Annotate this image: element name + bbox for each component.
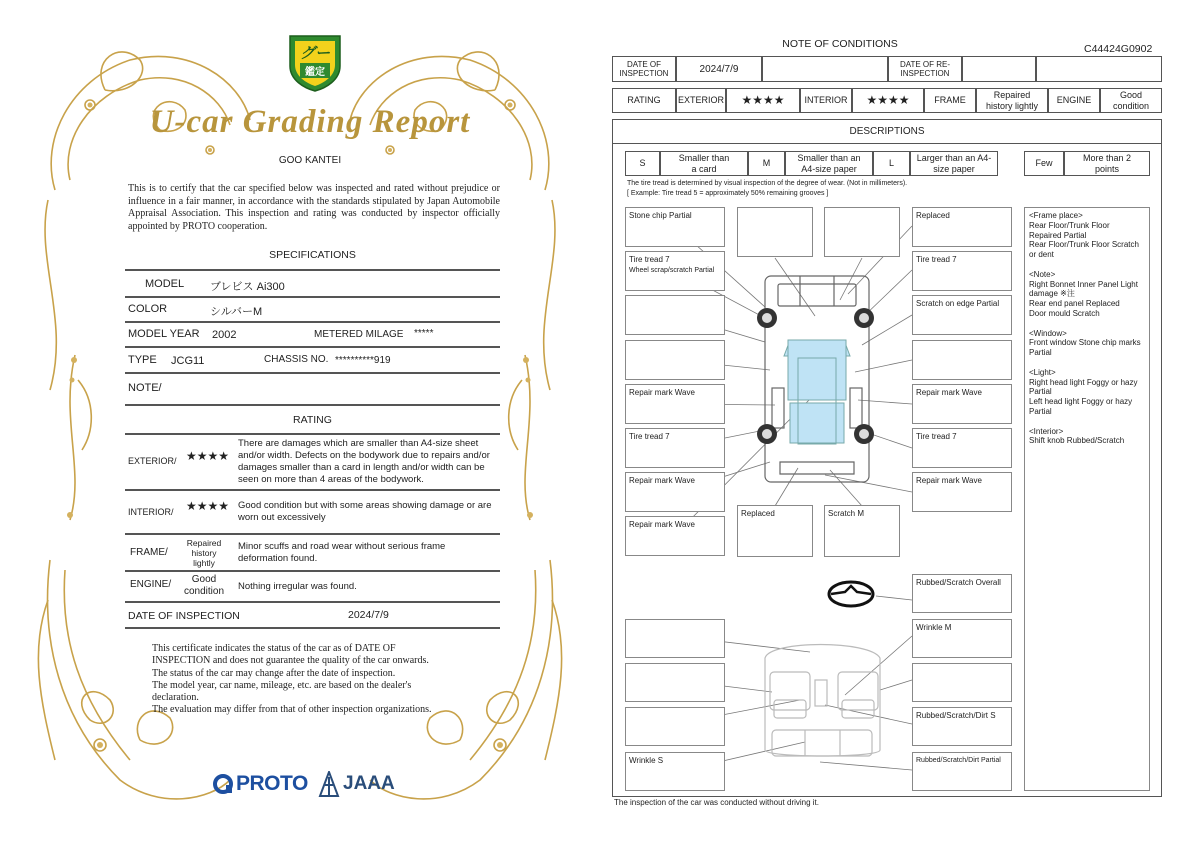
- note-line: <Window>: [1029, 328, 1067, 338]
- note-line: Front window Stone chip marks Partial: [1029, 338, 1141, 358]
- note-line: [1029, 417, 1145, 427]
- note-line: <Light>: [1029, 367, 1056, 377]
- exterior-label: EXTERIOR: [676, 88, 726, 113]
- model-value: ブレビス Ai300: [210, 281, 285, 293]
- steering-wheel-icon: [829, 582, 873, 606]
- frame-label: FRAME: [924, 88, 976, 113]
- exterior-description: There are damages which are smaller than A4-size sheet and/or width. Defects on the bodywork due to repairs and/or damages smaller than a card in length and/or width can be seen on more than 4 areas of the bodywork.: [238, 438, 490, 485]
- box-label: Repair mark Wave: [629, 388, 695, 397]
- top-box-2: [824, 207, 900, 257]
- goo-kantei-badge: [286, 30, 344, 92]
- footer-line: declaration.: [152, 692, 199, 704]
- note-line: Rear Floor/Trunk Floor Scratch or dent: [1029, 240, 1139, 260]
- box-label: Tire tread 7: [629, 432, 670, 441]
- legend-s: S: [625, 151, 660, 176]
- specs-heading: SPECIFICATIONS: [269, 249, 356, 261]
- legend-m: M: [748, 151, 785, 176]
- exterior-label: EXTERIOR/: [128, 456, 177, 466]
- box-label: Scratch on edge Partial: [916, 299, 1000, 308]
- frame-label: FRAME/: [130, 547, 168, 558]
- date-of-inspection-label: DATE OF INSPECTION: [612, 56, 676, 82]
- engine-label: ENGINE/: [130, 579, 172, 590]
- certificate-title: U-car Grading Report: [149, 104, 471, 140]
- box-label: Scratch M: [828, 509, 865, 518]
- rating-heading: RATING: [293, 414, 332, 426]
- note-line: Right Bonnet Inner Panel Light damage ※注: [1029, 279, 1138, 299]
- footer-line: INSPECTION and does not guarantee the quality of the car onwards.: [152, 655, 429, 667]
- inspection-date-label: DATE OF INSPECTION: [128, 610, 240, 622]
- legend-m-desc: Smaller than an A4-size paper: [785, 151, 873, 176]
- color-label: COLOR: [128, 303, 168, 315]
- certificate-subtitle: GOO KANTEI: [278, 155, 342, 166]
- interior-description: Good condition but with some areas showing damage or are worn out excessively: [238, 500, 492, 523]
- interior-right-box-1: [912, 574, 1012, 613]
- left-box-3: [625, 295, 725, 335]
- legend-s-desc: Smaller than a card: [660, 151, 748, 176]
- left-box-7: [625, 472, 725, 512]
- left-box-8: [625, 516, 725, 556]
- right-box-4: [912, 340, 1012, 380]
- engine-value: Good condition: [183, 574, 225, 597]
- box-label: Replaced: [741, 509, 775, 518]
- notes-panel: [1024, 207, 1150, 791]
- note-line: <Note>: [1029, 269, 1056, 279]
- box-label: Repair mark Wave: [916, 476, 982, 485]
- frame-value: Repaired history lightly: [186, 538, 222, 568]
- interior-stars: ★★★★: [852, 88, 924, 113]
- note-line: Left head light Foggy or hazy Partial: [1029, 397, 1133, 416]
- box-label: Rubbed/Scratch/Dirt Partial: [916, 757, 1001, 764]
- note-footer: The inspection of the car was conducted without driving it.: [614, 798, 819, 807]
- box-label: Replaced: [916, 211, 950, 220]
- interior-right-box-4: [912, 707, 1012, 746]
- engine-label: ENGINE: [1048, 88, 1100, 113]
- chassis-label: CHASSIS NO.: [264, 354, 329, 365]
- reinspection-value-2: [1036, 56, 1162, 82]
- proto-logo: [212, 770, 308, 798]
- model-label: MODEL: [145, 278, 185, 290]
- model-year-label: MODEL YEAR: [128, 328, 200, 340]
- left-box-4: [625, 340, 725, 380]
- type-value: JCG11: [171, 355, 205, 367]
- certificate-intro: This is to certify that the car specified below was inspected and rated without prejudice or influence in a fair manner, in accordance with the standards stipulated by Japan Automobile Appraisal Association. This inspection and rating was conducted by inspector officially appointed by PROTO cooperation.: [128, 183, 500, 232]
- jaaa-logo: [318, 770, 395, 798]
- chassis-value: **********919: [335, 355, 391, 366]
- box-label: Tire tread 7: [629, 255, 670, 264]
- mileage-label: METERED MILAGE: [314, 329, 404, 340]
- proto-mark-icon: [212, 773, 234, 795]
- left-box-2: [625, 251, 725, 291]
- tire-note-2: [ Example: Tire tread 5 = approximately 50% remaining grooves ]: [627, 190, 829, 197]
- footer-line: The evaluation may differ from that of other inspection organizations.: [152, 704, 432, 716]
- mileage-value: *****: [414, 328, 434, 339]
- engine-description: Nothing irregular was found.: [238, 581, 357, 592]
- box-label: Tire tread 7: [916, 255, 957, 264]
- badge-bottom-text: 鑑定: [300, 63, 330, 78]
- left-box-6: [625, 428, 725, 468]
- color-value: シルバーM: [210, 306, 263, 318]
- box-label: Stone chip Partial: [629, 211, 692, 220]
- interior-left-box-3: [625, 707, 725, 746]
- frame-description: Minor scuffs and road wear without serious frame deformation found.: [238, 541, 446, 564]
- box-label: Repair mark Wave: [629, 476, 695, 485]
- exterior-stars: ★★★★: [726, 88, 800, 113]
- right-box-7: [912, 472, 1012, 512]
- bottom-box-1: [737, 505, 813, 557]
- right-box-3: [912, 295, 1012, 335]
- model-year-value: 2002: [212, 329, 237, 341]
- jaaa-mark-icon: [318, 771, 340, 797]
- box-label: Wheel scrap/scratch Partial: [629, 267, 715, 274]
- bottom-box-2: [824, 505, 900, 557]
- legend-few: Few: [1024, 151, 1064, 176]
- box-label: Wrinkle S: [629, 756, 664, 765]
- frame-value: Repaired history lightly: [976, 88, 1048, 113]
- legend-few-desc: More than 2 points: [1064, 151, 1150, 176]
- descriptions-heading: DESCRIPTIONS: [849, 126, 925, 137]
- box-label: Wrinkle M: [916, 623, 952, 632]
- exterior-stars: ★★★★: [186, 449, 230, 463]
- tire-note-1: The tire tread is determined by visual inspection of the degree of wear. (Not in millimeters).: [627, 180, 908, 187]
- interior-right-box-3: [912, 663, 1012, 702]
- interior-label: INTERIOR: [800, 88, 852, 113]
- box-label: Repair mark Wave: [629, 520, 695, 529]
- left-box-5: [625, 384, 725, 424]
- interior-left-box-4: [625, 752, 725, 791]
- note-line: Door mould Scratch: [1029, 308, 1100, 318]
- type-label: TYPE: [128, 354, 157, 366]
- right-box-6: [912, 428, 1012, 468]
- note-title: NOTE OF CONDITIONS: [782, 38, 898, 50]
- legend-l-desc: Larger than an A4-size paper: [910, 151, 998, 176]
- proto-logo-text: PROTO: [236, 772, 308, 795]
- note-line: [1029, 319, 1145, 329]
- report-id: C44424G0902: [1084, 43, 1153, 55]
- legend-l: L: [873, 151, 910, 176]
- note-of-conditions: [600, 0, 1200, 848]
- note-line: Repaired Partial: [1029, 230, 1087, 240]
- note-line: Shift knob Rubbed/Scratch: [1029, 436, 1125, 446]
- certificate-footer-text: [152, 643, 482, 717]
- note-line: Rear Floor/Trunk Floor: [1029, 220, 1110, 230]
- badge-top-text: グー: [299, 45, 330, 62]
- date-of-inspection-value: 2024/7/9: [676, 56, 762, 82]
- box-label: Tire tread 7: [916, 432, 957, 441]
- left-box-1: [625, 207, 725, 247]
- right-box-5: [912, 384, 1012, 424]
- date-of-reinspection-label: DATE OF RE-INSPECTION: [888, 56, 962, 82]
- interior-left-box-1: [625, 619, 725, 658]
- box-label: Rubbed/Scratch/Dirt S: [916, 711, 996, 720]
- footer-line: The model year, car name, mileage, etc. are based on the dealer's: [152, 679, 412, 691]
- jaaa-logo-text: JAAA: [343, 773, 395, 794]
- note-label: NOTE/: [128, 382, 162, 394]
- note-line: [1029, 358, 1145, 368]
- note-line: [1029, 260, 1145, 270]
- interior-right-box-5: [912, 752, 1012, 791]
- footer-line: This certificate indicates the status of the car as of DATE OF: [152, 643, 396, 654]
- front-glass: [788, 340, 846, 400]
- top-box-1: [737, 207, 813, 257]
- note-line: <Interior>: [1029, 426, 1064, 436]
- interior-stars: ★★★★: [186, 499, 230, 513]
- box-label: Repair mark Wave: [916, 388, 982, 397]
- box-label: Rubbed/Scratch Overall: [916, 578, 1001, 587]
- interior-right-box-2: [912, 619, 1012, 658]
- inspection-date-value: 2024/7/9: [348, 609, 389, 621]
- car-interior-diagram: [765, 645, 880, 757]
- interior-label: INTERIOR/: [128, 507, 174, 517]
- interior-left-box-2: [625, 663, 725, 702]
- footer-line: The status of the car may change after the date of inspection.: [152, 667, 396, 679]
- rating-label: RATING: [612, 88, 676, 113]
- right-box-2: [912, 251, 1012, 291]
- note-line: Rear end panel Replaced: [1029, 299, 1120, 309]
- note-line: Right head light Foggy or hazy Partial: [1029, 377, 1138, 397]
- engine-value: Good condition: [1100, 88, 1162, 113]
- note-line: <Frame place>: [1029, 211, 1083, 220]
- right-box-1: [912, 207, 1012, 247]
